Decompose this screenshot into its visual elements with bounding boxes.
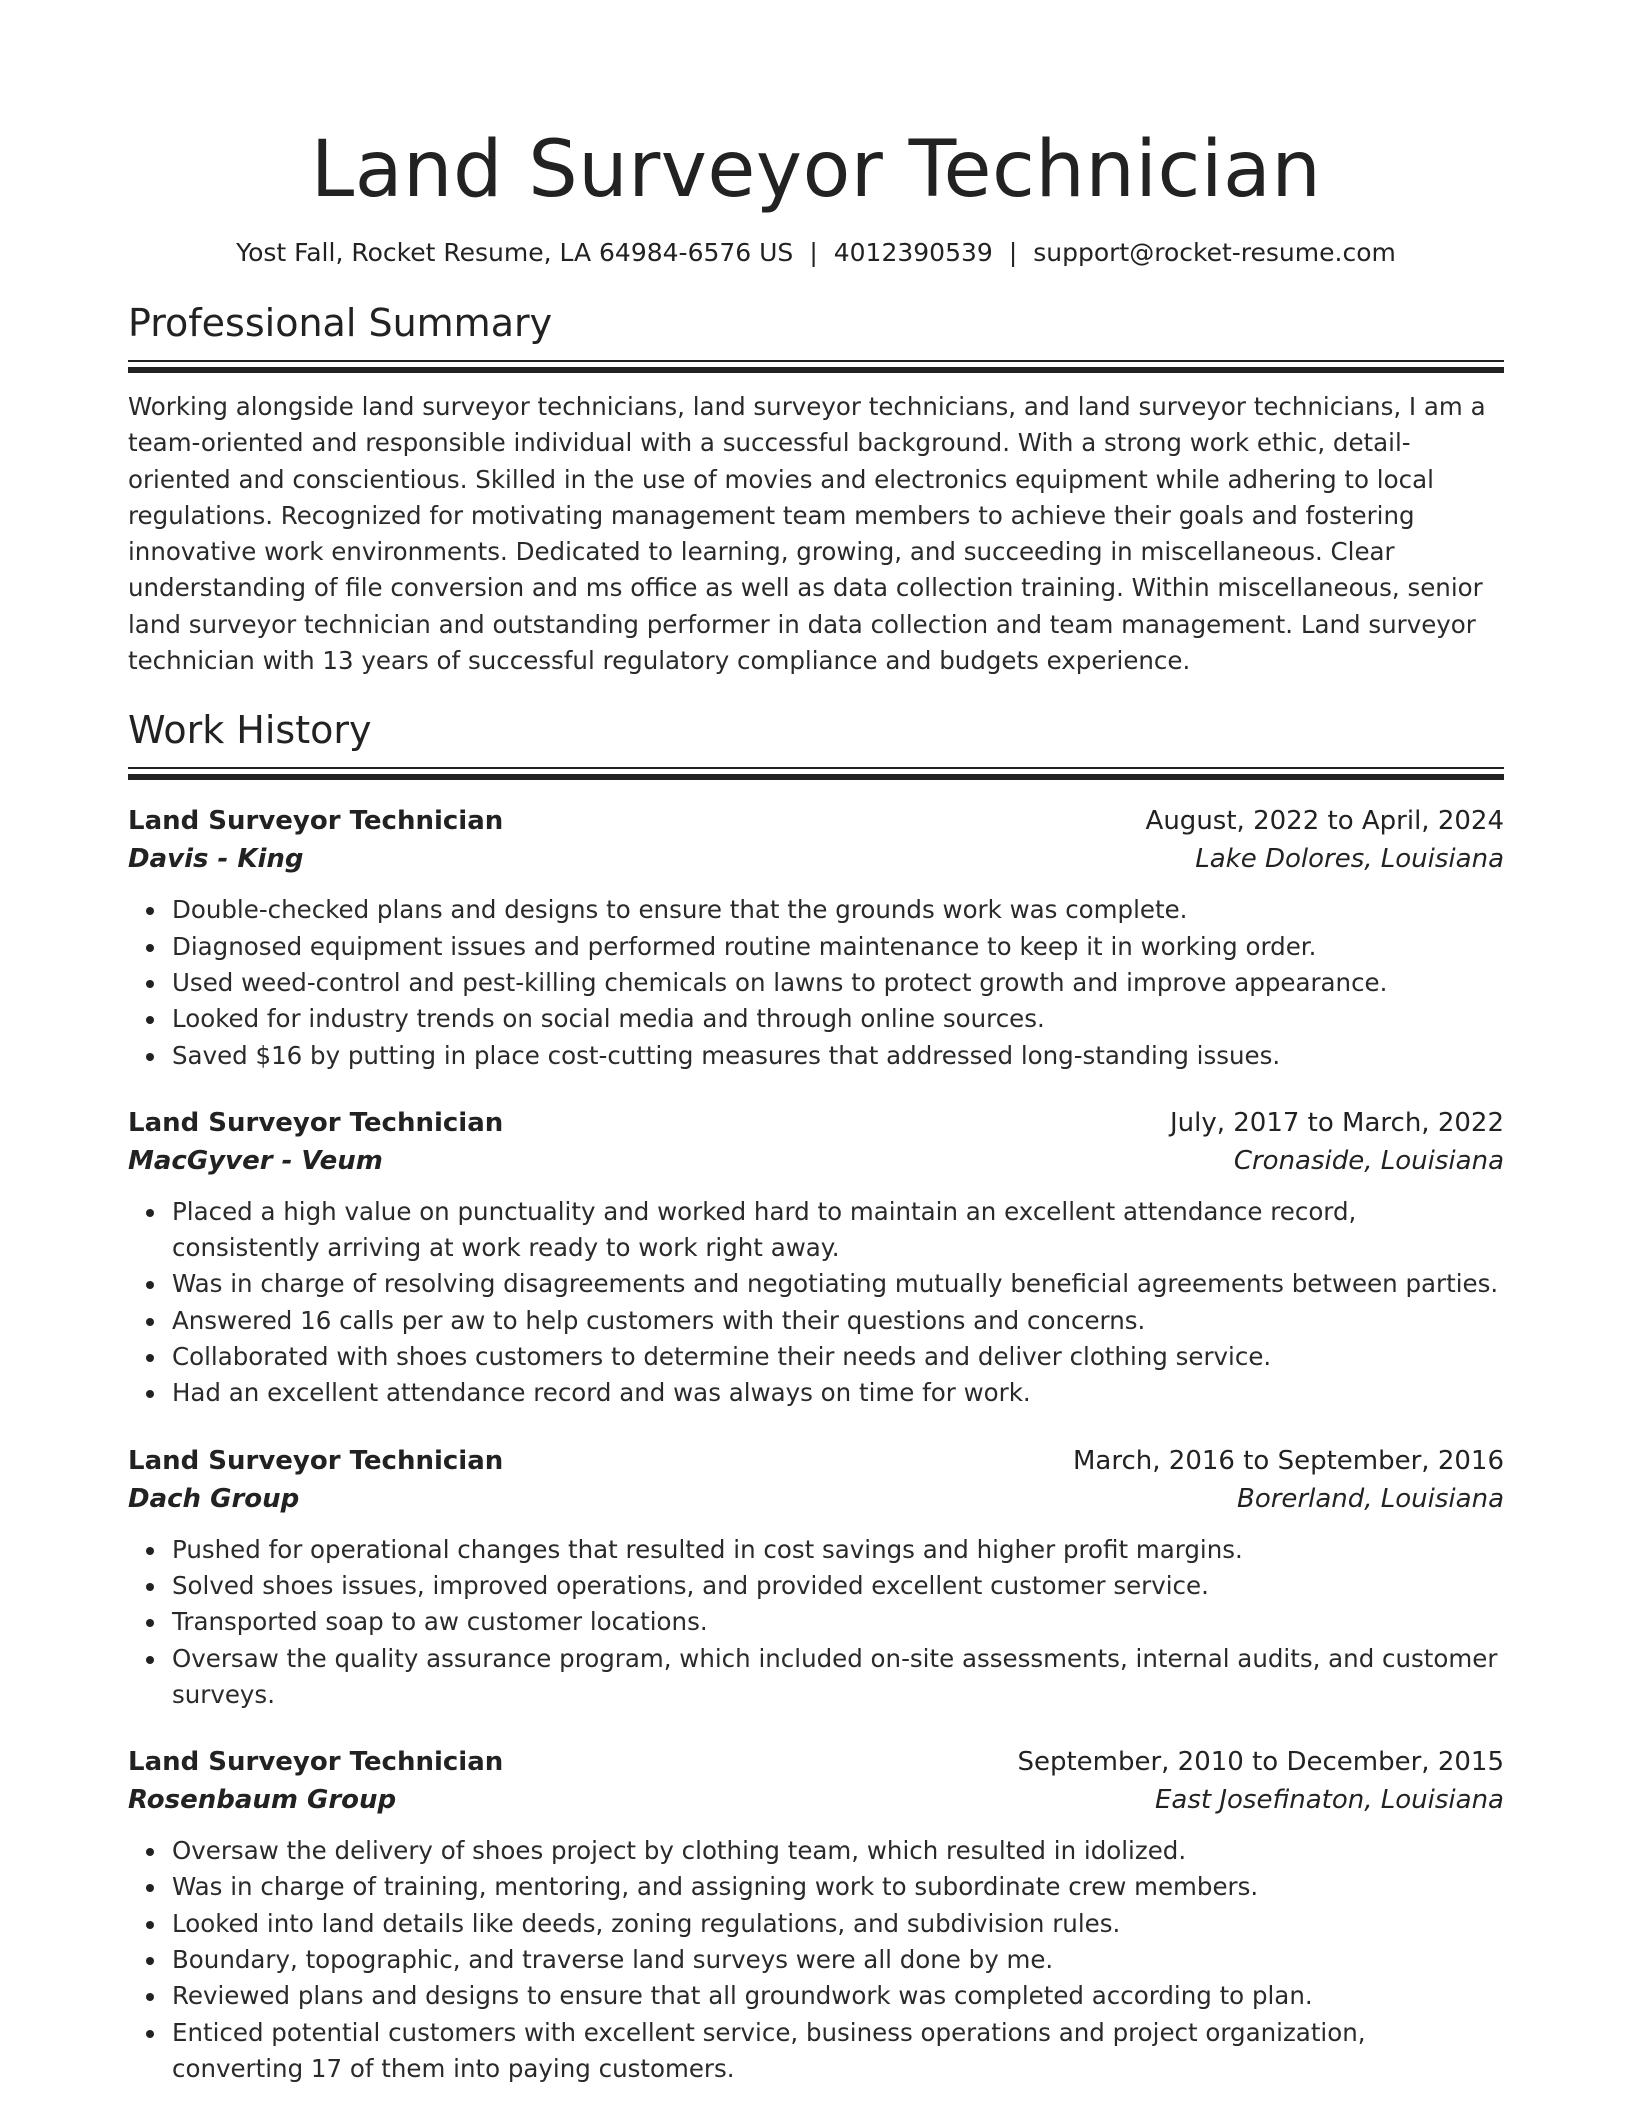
job-location: Borerland, Louisiana [1237, 1483, 1504, 1514]
job-location: Cronaside, Louisiana [1233, 1145, 1504, 1176]
job-title: Land Surveyor Technician [128, 1747, 504, 1778]
job-bullets [128, 1833, 1504, 2087]
job-bullet: Pushed for operational changes that resulted in cost savings and higher profit margins. [172, 1532, 1504, 1568]
job-company: Dach Group [128, 1483, 300, 1514]
contact-line [128, 236, 1504, 270]
job-location: Lake Dolores, Louisiana [1195, 844, 1504, 875]
job-dates: March, 2016 to September, 2016 [1073, 1445, 1504, 1476]
contact-email: support@rocket-resume.com [1033, 238, 1396, 267]
job-bullet: Oversaw the delivery of shoes project by clothing team, which resulted in idolized. [172, 1833, 1504, 1869]
job-bullet: Saved $16 by putting in place cost-cutting measures that addressed long-standing issues. [172, 1038, 1504, 1074]
job-bullet: Diagnosed equipment issues and performed routine maintenance to keep it in working order. [172, 929, 1504, 965]
job-bullet: Had an excellent attendance record and was always on time for work. [172, 1375, 1504, 1411]
job-company-row [128, 1142, 1504, 1180]
job-bullets [128, 1194, 1504, 1412]
job-entry [128, 1442, 1504, 1713]
job-header-row [128, 1743, 1504, 1781]
job-title: Land Surveyor Technician [128, 1445, 504, 1476]
job-header-row [128, 1442, 1504, 1480]
job-dates: July, 2017 to March, 2022 [1169, 1107, 1504, 1138]
job-bullet: Was in charge of resolving disagreements and negotiating mutually beneficial agreements between parties. [172, 1266, 1504, 1302]
resume-page [128, 0, 1504, 2087]
job-bullet: Answered 16 calls per aw to help customers with their questions and concerns. [172, 1303, 1504, 1339]
work-history-list [128, 802, 1504, 2087]
job-bullet: Placed a high value on punctuality and worked hard to maintain an excellent attendance record, consistently arriving at work ready to work right away. [172, 1194, 1504, 1267]
section-divider [128, 360, 1504, 373]
job-header-row [128, 802, 1504, 840]
job-header-row [128, 1104, 1504, 1142]
job-bullet: Transported soap to aw customer locations. [172, 1604, 1504, 1640]
job-company: Davis - King [128, 844, 304, 875]
job-bullet: Oversaw the quality assurance program, which included on-site assessments, internal audits, and customer surveys. [172, 1641, 1504, 1714]
section-title-summary: Professional Summary [128, 301, 553, 345]
job-entry [128, 1104, 1504, 1412]
job-location: East Josefinaton, Louisiana [1154, 1785, 1504, 1816]
job-bullet: Double-checked plans and designs to ensure that the grounds work was complete. [172, 892, 1504, 928]
job-company: Rosenbaum Group [128, 1785, 397, 1816]
section-title-work-history: Work History [128, 708, 372, 753]
job-title: Land Surveyor Technician [128, 806, 504, 837]
job-company-row [128, 1480, 1504, 1518]
section-divider [128, 767, 1504, 780]
contact-separator: | [809, 238, 818, 267]
job-dates: September, 2010 to December, 2015 [1017, 1747, 1504, 1778]
job-bullet: Was in charge of training, mentoring, and assigning work to subordinate crew members. [172, 1869, 1504, 1905]
job-bullet: Reviewed plans and designs to ensure that all groundwork was completed according to plan. [172, 1978, 1504, 2014]
job-company-row [128, 840, 1504, 878]
job-bullets [128, 1532, 1504, 1713]
job-entry [128, 802, 1504, 1073]
job-bullet: Solved shoes issues, improved operations, and provided excellent customer service. [172, 1568, 1504, 1604]
job-title: Land Surveyor Technician [128, 1107, 504, 1138]
contact-separator: | [1008, 238, 1018, 267]
job-bullet: Looked into land details like deeds, zoning regulations, and subdivision rules. [172, 1906, 1504, 1942]
job-bullet: Enticed potential customers with excellent service, business operations and project organization, converting 17 of them into paying customers. [172, 2015, 1504, 2088]
job-dates: August, 2022 to April, 2024 [1145, 806, 1504, 837]
job-bullet: Looked for industry trends on social media and through online sources. [172, 1001, 1504, 1037]
job-bullets [128, 892, 1504, 1073]
job-entry [128, 1743, 1504, 2087]
job-company-row [128, 1781, 1504, 1819]
candidate-name: Land Surveyor Technician [310, 125, 1322, 215]
job-bullet: Used weed-control and pest-killing chemicals on lawns to protect growth and improve appearance. [172, 965, 1504, 1001]
job-bullet: Collaborated with shoes customers to determine their needs and deliver clothing service. [172, 1339, 1504, 1375]
job-bullet: Boundary, topographic, and traverse land surveys were all done by me. [172, 1942, 1504, 1978]
contact-address: Yost Fall, Rocket Resume, LA 64984-6576 US [236, 238, 794, 267]
contact-phone: 4012390539 [833, 238, 993, 267]
job-company: MacGyver - Veum [128, 1145, 383, 1176]
summary-text: Working alongside land surveyor technicians, land surveyor technicians, and land surveyor technicians, I am a team-oriented and responsible individual with a successful background. With a strong work ethic, detail-oriented and conscientious. Skilled in the use of movies and electronics equipment while adhering to local regulations. Recognized for motivating management team members to achieve their goals and fostering innovative work environments. Dedicated to learning, growing, and succeeding in miscellaneous. Clear understanding of file conversion and ms office as well as data collection training. Within miscellaneous, senior land surveyor technician and outstanding performer in data collection and team management. Land surveyor technician with 13 years of successful regulatory compliance and budgets experience. [128, 392, 1486, 676]
